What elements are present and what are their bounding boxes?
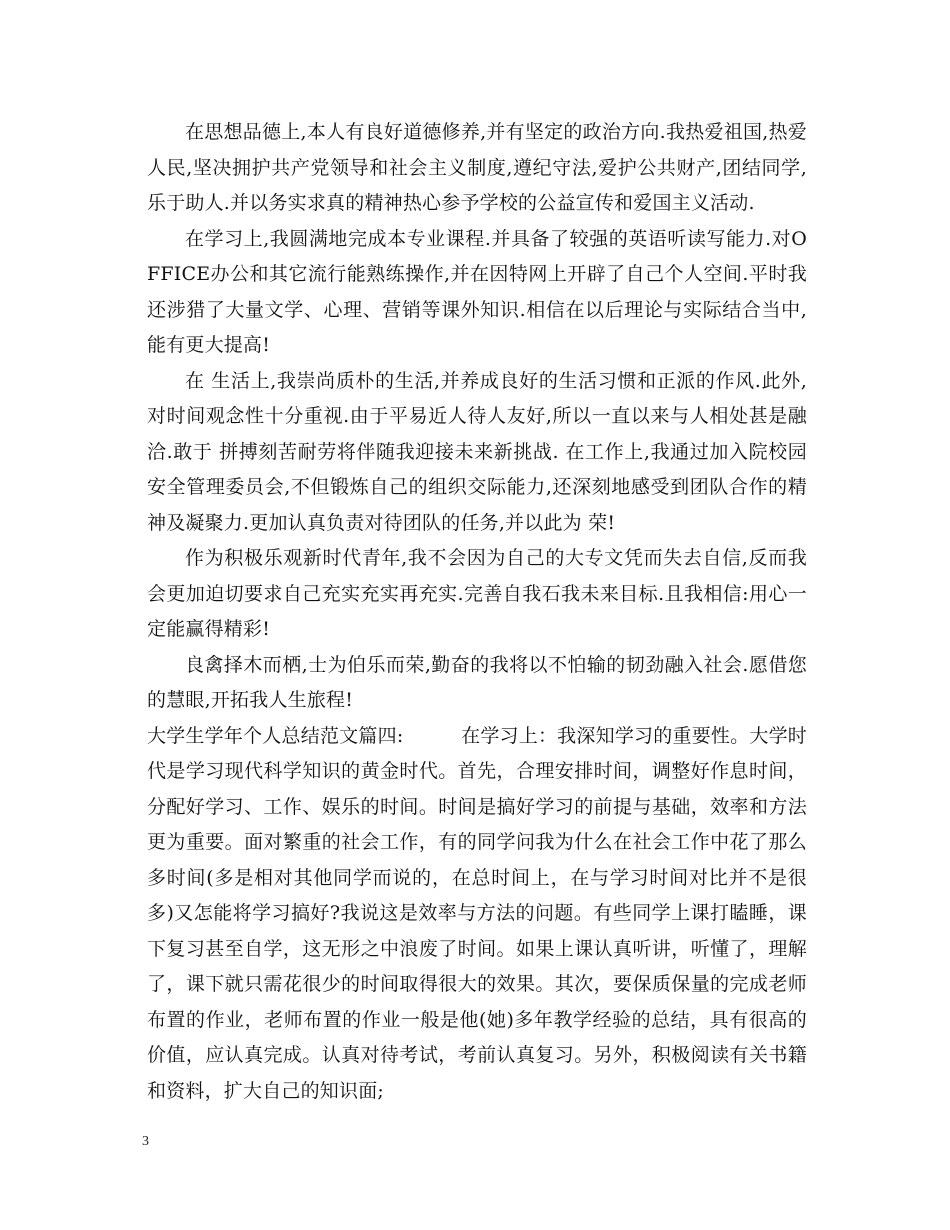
page-number: 3 (142, 1134, 149, 1149)
paragraph-closing: 良禽择木而栖,士为伯乐而荣,勤奋的我将以不怕输的韧劲融入社会.愿借您的慧眼,开拓我人生旅程! (147, 653, 807, 711)
document-body (147, 115, 807, 1109)
paragraph-life-and-work: 在 生活上,我崇尚质朴的生活,并养成良好的生活习惯和正派的作风.此外,对时间观念性十分重视.由于平易近人待人友好,所以一直以来与人相处甚是融洽.敢于 拼搏刻苦耐劳将伴随我迎接未来新挑战. 在工作上,我通过加入院校园安全管理委员会,不但锻炼自己的组织交际能力,还深刻地感受到团队合作的精神及凝聚力.更加认真负责对待团队的任务,并以此为 荣! (147, 369, 807, 534)
paragraph-essay-four: 大学生学年个人总结范文篇四: 在学习上：我深知学习的重要性。大学时代是学习现代科学知识的黄金时代。首先，合理安排时间，调整好作息时间，分配好学习、工作、娱乐的时间。时间是搞好学习的前提与基础，效率和方法更为重要。面对繁重的社会工作，有的同学问我为什么在社会工作中花了那么多时间(多是相对其他同学而说的，在总时间上，在与学习时间对比并不是很多)又怎能将学习搞好?我说这是效率与方法的问题。有些同学上课打瞌睡，课下复习甚至自学，这无形之中浪废了时间。如果上课认真听讲，听懂了，理解了，课下就只需花很少的时间取得很大的效果。其次，要保质保量的完成老师布置的作业，老师布置的作业一般是他(她)多年教学经验的总结，具有很高的价值，应认真完成。认真对待考试，考前认真复习。另外，积极阅读有关书籍和资料，扩大自己的知识面; (147, 724, 807, 1102)
paragraph-moral-character: 在思想品德上,本人有良好道德修养,并有坚定的政治方向.我热爱祖国,热爱人民,坚决拥护共产党领导和社会主义制度,遵纪守法,爱护公共财产,团结同学,乐于助人.并以务实求真的精神热心参予学校的公益宣传和爱国主义活动. (147, 121, 807, 214)
paragraph-confidence: 作为积极乐观新时代青年,我不会因为自己的大专文凭而失去自信,反而我会更加迫切要求自己充实充实再充实.完善自我石我未来目标.且我相信:用心一定能赢得精彩! (147, 547, 807, 640)
paragraph-study: 在学习上,我圆满地完成本专业课程.并具备了较强的英语听读写能力.对OFFICE办公和其它流行能熟练操作,并在因特网上开辟了自己个人空间.平时我还涉猎了大量文学、心理、营销等课外知识.相信在以后理论与实际结合当中,能有更大提高! (147, 227, 807, 356)
